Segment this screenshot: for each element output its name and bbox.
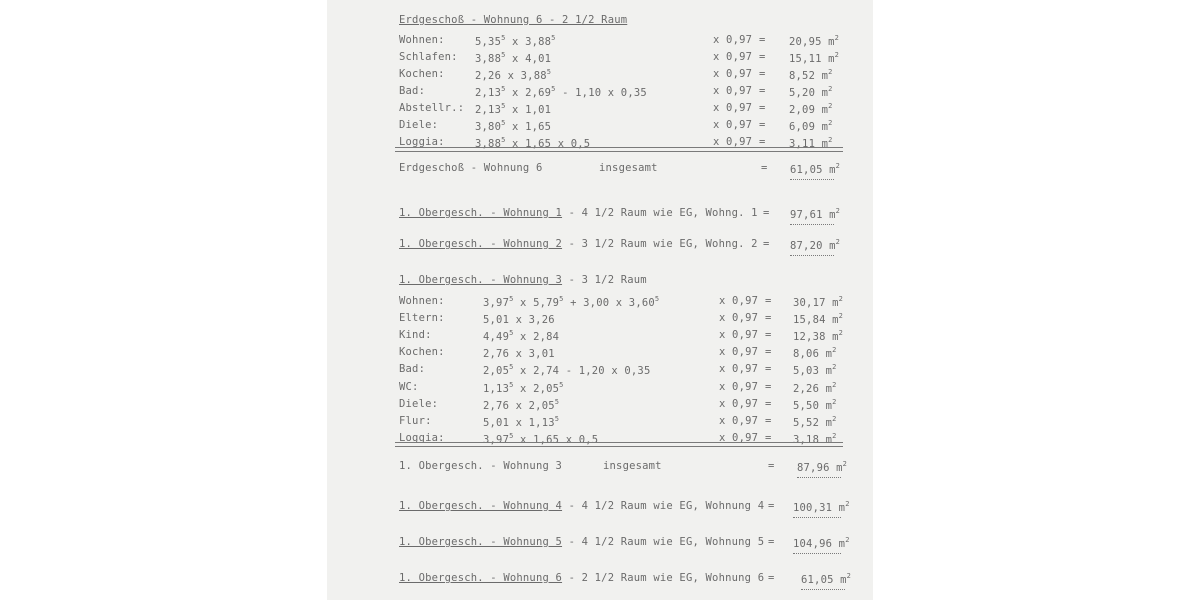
room-calculation: 2,76 x 3,01 (483, 348, 555, 361)
og-w1-eq: = (763, 207, 770, 219)
eg-w6-heading: Erdgeschoß - Wohnung 6 - 2 1/2 Raum (399, 14, 628, 26)
room-name: Kochen: (399, 68, 445, 80)
room-calculation: 2,76 x 2,05$^5$ (483, 397, 560, 412)
total-underline (797, 477, 841, 478)
og-w3-total-area: 87,96 $m^2$ (797, 460, 848, 474)
reduction-factor: x 0,97 (713, 102, 753, 114)
double-rule (395, 442, 843, 447)
room-area: 2,09 $m^2$ (789, 102, 833, 116)
equals-sign: = (759, 51, 766, 63)
og-w4-line: 1. Obergesch. - Wohnung 4 - 4 1/2 Raum wie EG, Wohnung 4 (399, 500, 765, 512)
room-name: Kind: (399, 329, 432, 342)
room-area: 5,52 $m^2$ (793, 414, 837, 429)
equals-sign: = (759, 136, 766, 148)
room-calculation: 3,97$^5$ x 1,65 x 0,5 (483, 431, 599, 446)
og-w6-eq: = (768, 572, 775, 584)
area-underline (790, 224, 834, 225)
reduction-factor: x 0,97 (719, 295, 759, 307)
reduction-factor: x 0,97 (713, 85, 753, 97)
equals-sign: = (765, 397, 772, 410)
total-underline (790, 179, 834, 180)
equals-sign: = (765, 295, 772, 307)
og-w3-total-eq: = (768, 460, 775, 472)
eg-w6-total-label: Erdgeschoß - Wohnung 6 (399, 162, 543, 174)
equals-sign: = (759, 85, 766, 97)
og-w3-total-word: insgesamt (603, 460, 662, 472)
room-calculation: 3,97$^5$ x $5,79^5 + 3,00$ x 3,60$^5$ (483, 295, 660, 309)
room-area: 15,84 $m^2$ (793, 312, 844, 327)
room-area: 30,17 $m^2$ (793, 295, 844, 309)
reduction-factor: x 0,97 (719, 380, 759, 393)
og-w5-line: 1. Obergesch. - Wohnung 5 - 4 1/2 Raum wie EG, Wohnung 5 (399, 536, 765, 548)
og-w2-eq: = (763, 238, 770, 250)
equals-sign: = (765, 363, 772, 376)
equals-sign: = (759, 102, 766, 114)
room-name: Flur: (399, 414, 432, 427)
room-calculation: 5,35$^5$ x 3,88$^5$ (475, 34, 556, 48)
equals-sign: = (765, 312, 772, 325)
og-w6-area: 61,05 $m^2$ (801, 572, 852, 586)
area-underline (793, 553, 841, 554)
reduction-factor: x 0,97 (719, 346, 759, 359)
room-calculation: 3,88$^5$ x 4,01 (475, 51, 552, 65)
room-name: Loggia: (399, 136, 445, 148)
room-name: Kochen: (399, 346, 445, 359)
reduction-factor: x 0,97 (713, 34, 753, 46)
equals-sign: = (759, 68, 766, 80)
scanned-document-page (327, 0, 873, 600)
reduction-factor: x 0,97 (719, 431, 759, 444)
area-underline (790, 255, 834, 256)
og-w5-eq: = (768, 536, 775, 548)
og-w5-area: 104,96 $m^2$ (793, 536, 850, 550)
equals-sign: = (765, 380, 772, 393)
room-area: 8,06 $m^2$ (793, 346, 837, 361)
room-area: 6,09 $m^2$ (789, 119, 833, 133)
room-calculation: 2,26 x 3,88$^5$ (475, 68, 552, 82)
room-area: 3,11 $m^2$ (789, 136, 833, 150)
og-w2-line: 1. Obergesch. - Wohnung 2 - 3 1/2 Raum wie EG, Wohng. 2 (399, 238, 758, 250)
equals-sign: = (765, 431, 772, 444)
reduction-factor: x 0,97 (719, 329, 759, 342)
eg-w6-total-word: insgesamt (599, 162, 658, 174)
double-rule (395, 147, 843, 152)
og-w4-eq: = (768, 500, 775, 512)
room-area: 12,38 $m^2$ (793, 329, 844, 344)
reduction-factor: x 0,97 (719, 312, 759, 325)
room-area: 2,26 $m^2$ (793, 380, 837, 395)
reduction-factor: x 0,97 (713, 68, 753, 80)
reduction-factor: x 0,97 (713, 51, 753, 63)
room-calculation: 2,13$^5$ x 1,01 (475, 102, 552, 116)
reduction-factor: x 0,97 (713, 119, 753, 131)
room-calculation: 2,13$^5$ x 2,69$^5$ - 1,10 x 0,35 (475, 85, 647, 99)
reduction-factor: x 0,97 (719, 414, 759, 427)
area-underline (801, 589, 845, 590)
room-area: 5,20 $m^2$ (789, 85, 833, 99)
room-calculation: 3,80$^5$ x 1,65 (475, 119, 552, 133)
equals-sign: = (765, 414, 772, 427)
og-w2-area: 87,20 $m^2$ (790, 238, 841, 252)
room-area: 15,11 $m^2$ (789, 51, 840, 65)
room-calculation: 3,88$^5$ x 1,65 x 0,5 (475, 136, 591, 150)
og-w3-total-label: 1. Obergesch. - Wohnung 3 (399, 460, 563, 472)
room-name: Bad: (399, 85, 426, 97)
equals-sign: = (765, 346, 772, 359)
room-area: 5,03 $m^2$ (793, 363, 837, 378)
og-w1-area: 97,61 $m^2$ (790, 207, 841, 221)
og-w3-heading: 1. Obergesch. - Wohnung 3 - 3 1/2 Raum (399, 274, 647, 286)
equals-sign: = (765, 329, 772, 342)
room-name: Schlafen: (399, 51, 458, 63)
room-name: Diele: (399, 397, 439, 410)
room-name: Bad: (399, 363, 426, 376)
room-calculation: 5,01 x 3,26 (483, 314, 555, 327)
area-underline (793, 517, 841, 518)
og-w4-area: 100,31 $m^2$ (793, 500, 850, 514)
equals-sign: = (759, 34, 766, 46)
room-name: WC: (399, 380, 419, 393)
eg-w6-total-eq: = (761, 162, 768, 174)
og-w6-line: 1. Obergesch. - Wohnung 6 - 2 1/2 Raum wie EG, Wohnung 6 (399, 572, 765, 584)
room-calculation: 4,49$^5$ x 2,84 (483, 329, 560, 344)
room-name: Wohnen: (399, 295, 445, 307)
equals-sign: = (759, 119, 766, 131)
room-name: Abstellr.: (399, 102, 465, 114)
room-name: Loggia: (399, 431, 445, 444)
og-w1-line: 1. Obergesch. - Wohnung 1 - 4 1/2 Raum wie EG, Wohng. 1 (399, 207, 758, 219)
room-area: 20,95 $m^2$ (789, 34, 840, 48)
room-calculation: 5,01 x 1,13$^5$ (483, 414, 560, 429)
room-area: 8,52 $m^2$ (789, 68, 833, 82)
room-name: Diele: (399, 119, 439, 131)
room-name: Eltern: (399, 312, 445, 325)
room-calculation: 2,05$^5$ x 2,74 - 1,20 x 0,35 (483, 363, 651, 378)
room-area: 3,18 $m^2$ (793, 431, 837, 446)
eg-w6-total-area: 61,05 $m^2$ (790, 162, 841, 176)
reduction-factor: x 0,97 (719, 363, 759, 376)
reduction-factor: x 0,97 (719, 397, 759, 410)
room-name: Wohnen: (399, 34, 445, 46)
reduction-factor: x 0,97 (713, 136, 753, 148)
room-calculation: 1,13$^5$ x 2,05$^5$ (483, 380, 564, 395)
room-area: 5,50 $m^2$ (793, 397, 837, 412)
